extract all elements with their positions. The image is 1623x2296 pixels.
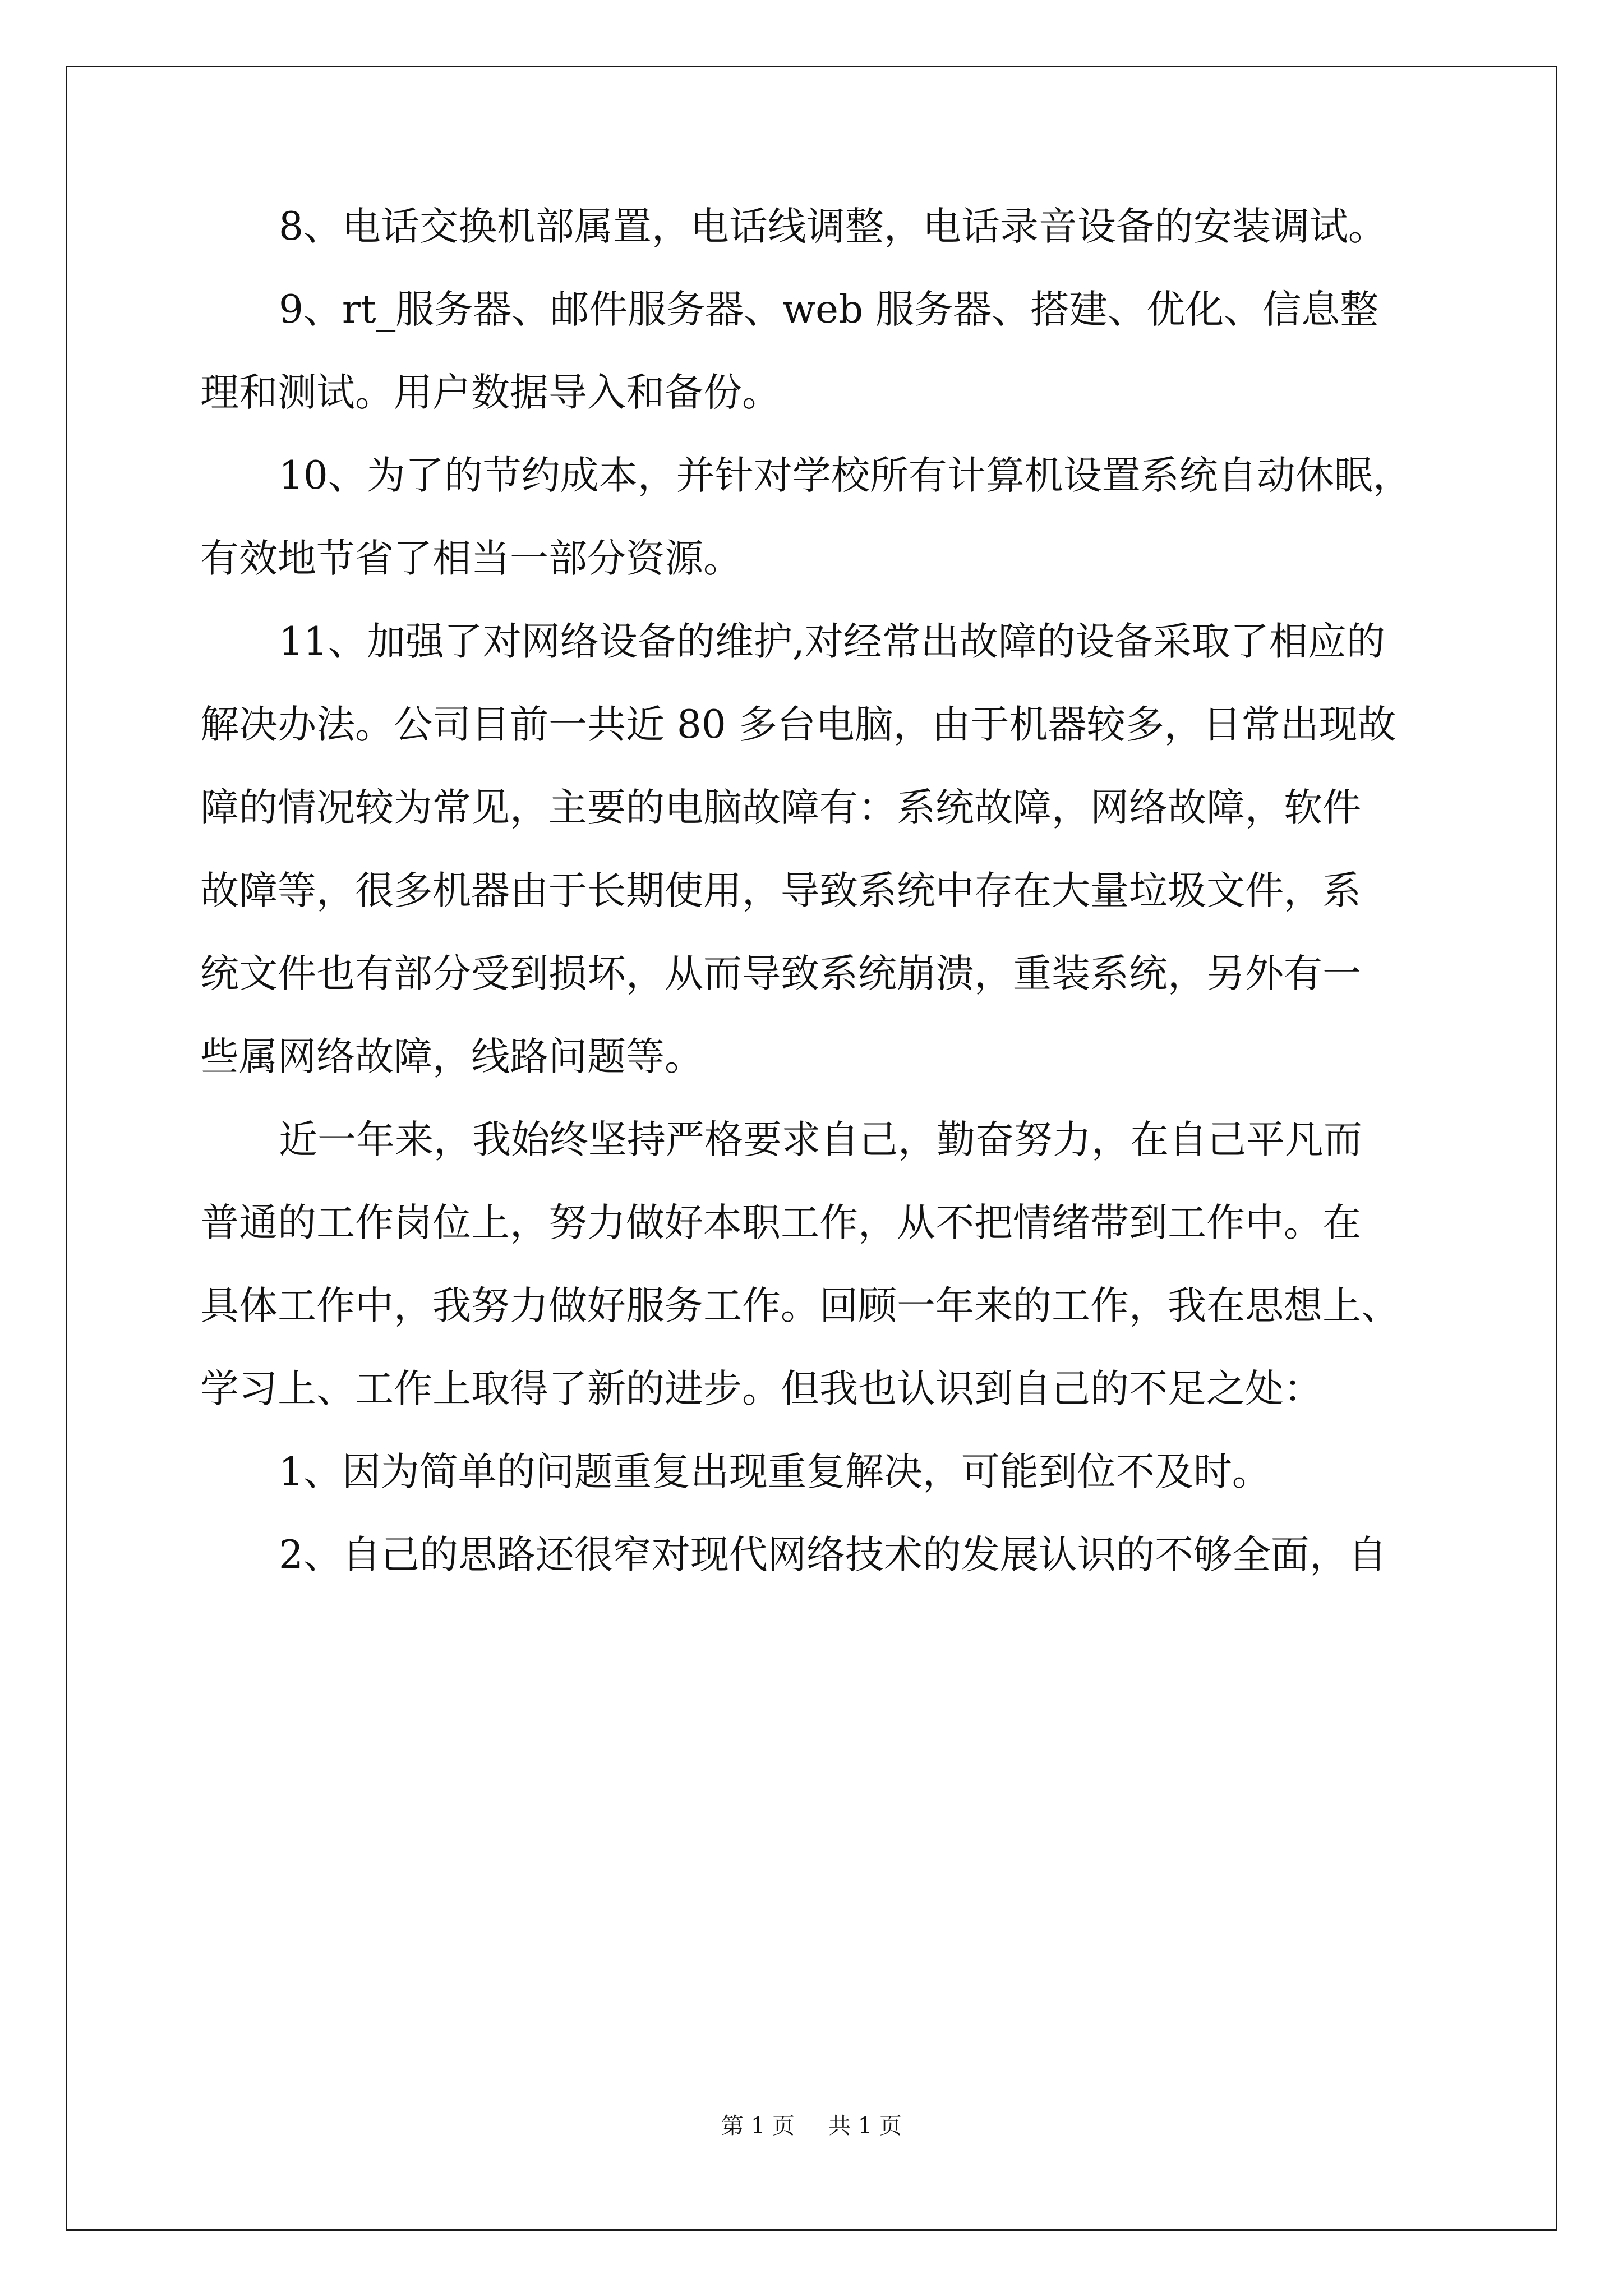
paragraph-item-11 (200, 600, 1434, 1098)
page-footer (0, 2108, 1623, 2140)
text-line: 解决办法。公司目前一共近 80 多台电脑，由于机器较多，日常出现故 (200, 702, 1396, 747)
text-line: 具体工作中，我努力做好服务工作。回顾一年来的工作，我在思想上、 (200, 1283, 1400, 1328)
text-line: 障的情况较为常见，主要的电脑故障有：系统故障，网络故障，软件 (200, 785, 1361, 830)
text-line: 故障等，很多机器由于长期使用，导致系统中存在大量垃圾文件，系 (200, 868, 1361, 913)
document-body (200, 185, 1434, 1596)
text-line: 学习上、工作上取得了新的进步。但我也认识到自己的不足之处： (200, 1366, 1322, 1411)
paragraph-summary (200, 1098, 1434, 1430)
text-line: 9、rt_服务器、邮件服务器、web 服务器、搭建、优化、信息整 (279, 287, 1379, 332)
text-line: 有效地节省了相当一部分资源。 (200, 536, 742, 581)
paragraph-shortcoming-2 (200, 1513, 1434, 1596)
text-line: 2、自己的思路还很窄对现代网络技术的发展认识的不够全面，自 (279, 1533, 1387, 1577)
text-line: 统文件也有部分受到损坏，从而导致系统崩溃，重装系统，另外有一 (200, 951, 1361, 996)
text-line: 1、因为简单的问题重复出现重复解决，可能到位不及时。 (279, 1450, 1271, 1494)
paragraph-shortcoming-1 (200, 1430, 1434, 1513)
text-line: 普通的工作岗位上，努力做好本职工作，从不把情绪带到工作中。在 (200, 1200, 1361, 1245)
paragraph-item-9 (200, 268, 1434, 434)
page-count: 共 1 页 (828, 2113, 902, 2139)
text-line: 10、为了的节约成本，并针对学校所有计算机设置系统自动休眠， (279, 453, 1412, 498)
text-line: 11、加强了对网络设备的维护,对经常出故障的设备采取了相应的 (279, 619, 1385, 664)
text-line: 8、电话交换机部属置，电话线调整，电话录音设备的安装调试。 (279, 204, 1387, 249)
paragraph-item-10 (200, 434, 1434, 600)
text-line: 近一年来，我始终坚持严格要求自己，勤奋努力，在自己平凡而 (279, 1117, 1362, 1162)
paragraph-item-8 (200, 185, 1434, 268)
page-number: 第 1 页 (721, 2113, 795, 2139)
text-line: 些属网络故障，线路问题等。 (200, 1034, 703, 1079)
text-line: 理和测试。用户数据导入和备份。 (200, 370, 781, 415)
